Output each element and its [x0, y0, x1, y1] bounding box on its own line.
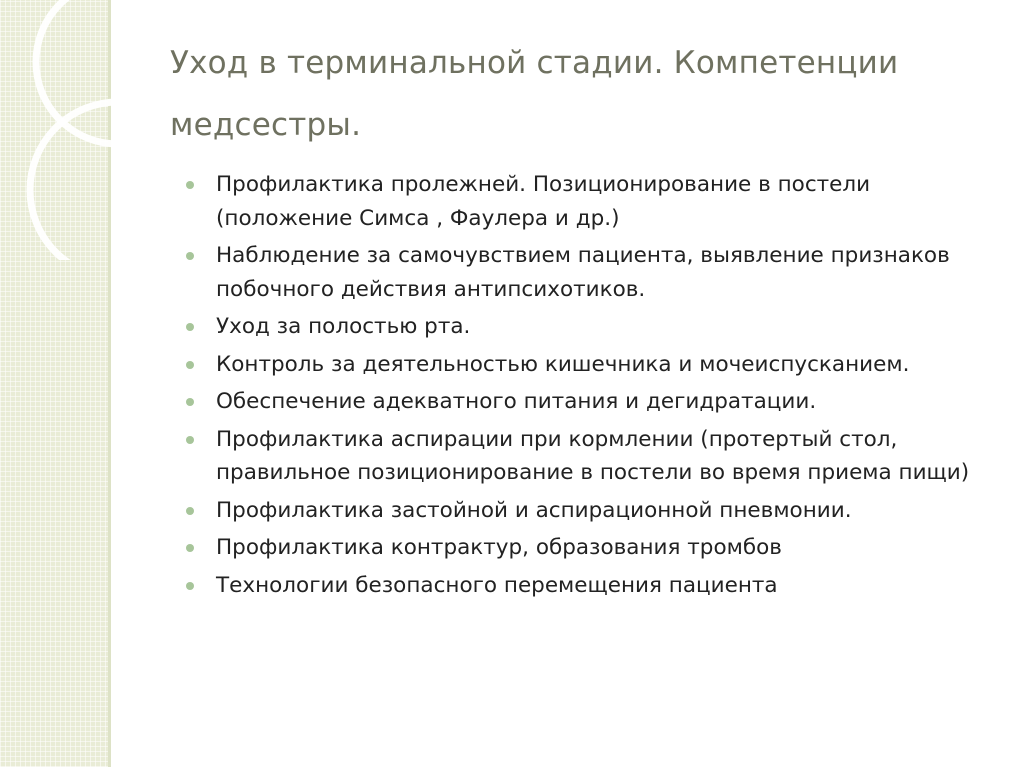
- list-item-text: Профилактика пролежней. Позиционирование в постели (положение Симса , Фаулера и др.): [216, 172, 871, 231]
- list-item: [186, 310, 986, 344]
- list-item: [186, 239, 986, 306]
- list-item-text: Уход за полостью рта.: [216, 314, 471, 339]
- list-item: [186, 531, 986, 565]
- list-item: [186, 494, 986, 528]
- bullet-dot-icon: [186, 544, 194, 552]
- bullet-dot-icon: [186, 323, 194, 331]
- bullet-dot-icon: [186, 582, 194, 590]
- list-item: [186, 423, 986, 490]
- list-item: [186, 385, 986, 419]
- list-item-text: Профилактика аспирации при кормлении (протертый стол, правильное позиционирование в постели во время приема пищи): [216, 426, 970, 485]
- list-item: [186, 569, 986, 603]
- bullet-list: [186, 168, 986, 606]
- bullet-dot-icon: [186, 252, 194, 260]
- list-item-text: Обеспечение адекватного питания и дегидратации.: [216, 389, 817, 414]
- list-item-text: Профилактика контрактур, образования тромбов: [216, 535, 782, 560]
- bullet-dot-icon: [186, 361, 194, 369]
- list-item-text: Профилактика застойной и аспирационной пневмонии.: [216, 497, 852, 523]
- bullet-dot-icon: [186, 181, 194, 189]
- list-item-text: Технологии безопасного перемещения пациента: [216, 572, 778, 598]
- bullet-dot-icon: [186, 436, 194, 444]
- bullet-dot-icon: [186, 398, 194, 406]
- decorative-rings-icon: [0, 0, 140, 260]
- slide-title: Уход в терминальной стадии. Компетенции медсестры.: [170, 45, 899, 143]
- list-item-text: Контроль за деятельностью кишечника и мочеиспусканием.: [216, 351, 910, 377]
- list-item-text: Наблюдение за самочувствием пациента, выявление признаков побочного действия антипсихотиков.: [216, 243, 950, 302]
- list-item: [186, 348, 986, 382]
- bullet-dot-icon: [186, 507, 194, 515]
- list-item: [186, 168, 986, 235]
